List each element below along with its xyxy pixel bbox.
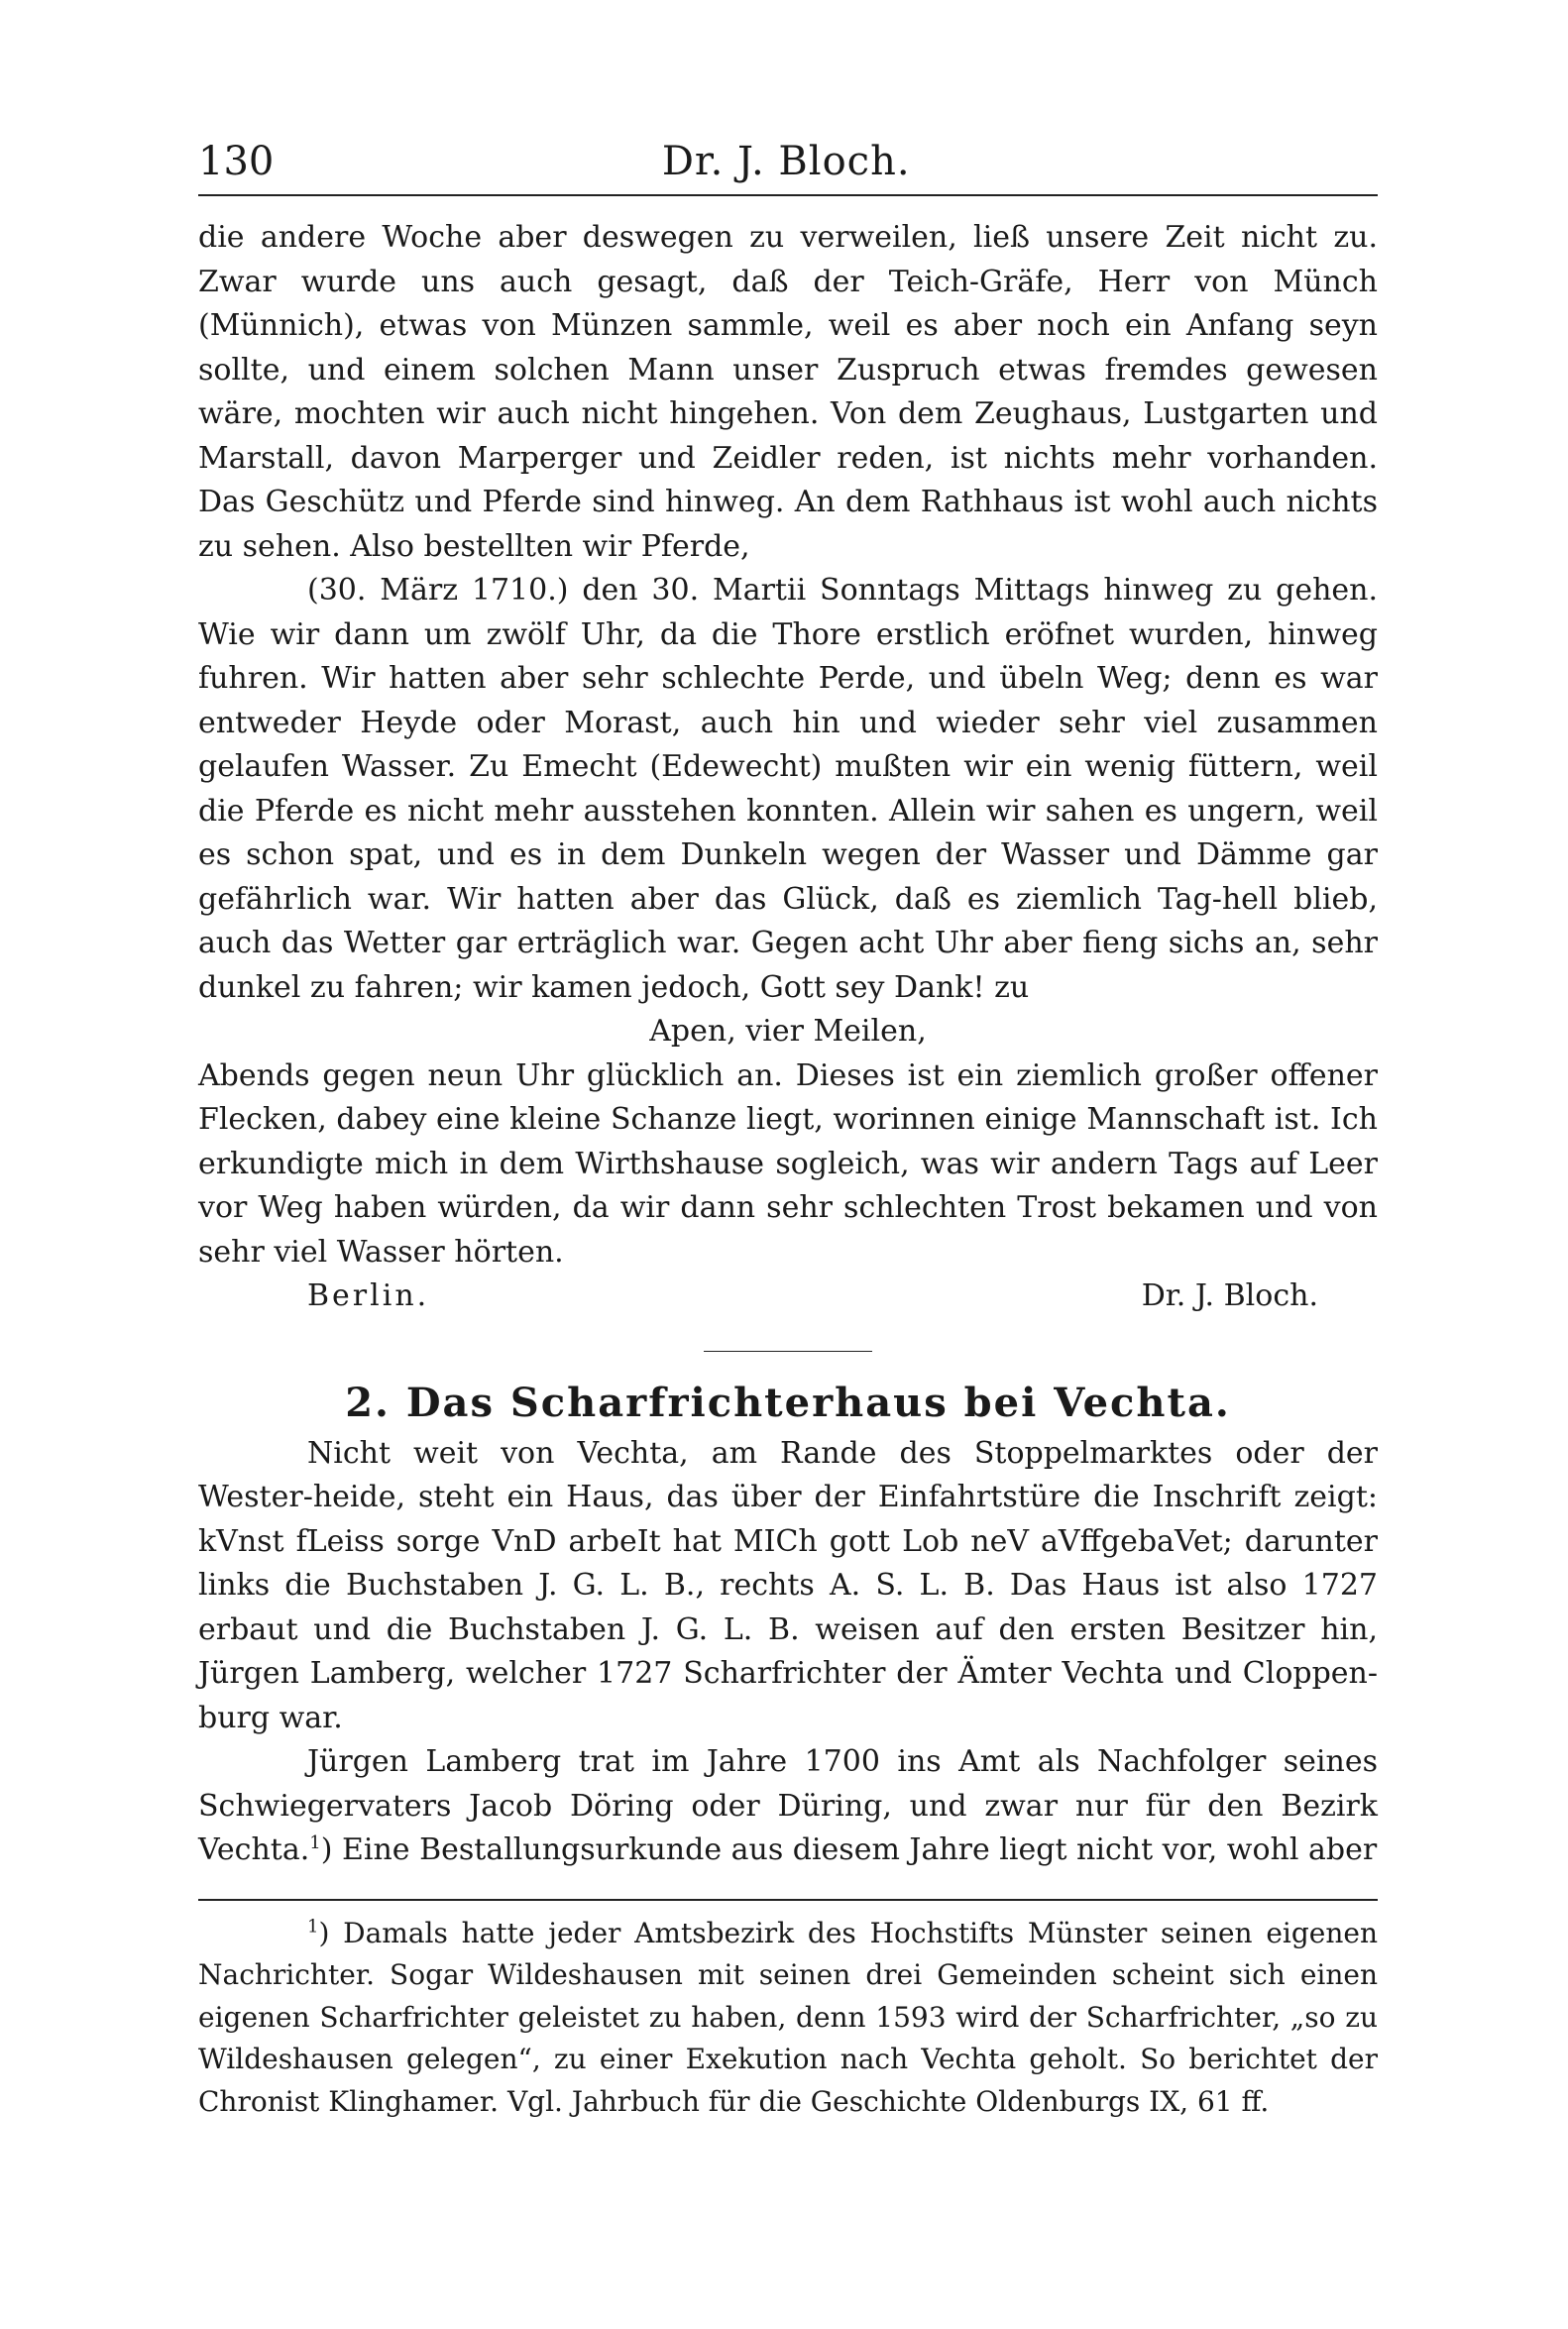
signature-author: Dr. J. Bloch. (1141, 1278, 1318, 1313)
signature-place: Berlin. (307, 1278, 430, 1313)
running-title: Dr. J. Bloch. (661, 139, 911, 184)
section-paragraph-2-cont: ) Eine Bestallungsurkunde aus diesem Jahre liegt nicht vor, wohl aber (320, 1832, 1378, 1867)
section-separator (704, 1351, 872, 1352)
footnote-rule (198, 1899, 1378, 1901)
article-body (198, 216, 1378, 1275)
paragraph-2-text: den 30. Martii Sonntags Mittags hinweg zu gehen. Wie wir dann um zwölf Uhr, da die Thore erstlich eröfnet wurden, hinweg fuhren. Wir hatten aber sehr schlechte Perde, und übeln Weg; denn es war entweder Heyde oder Morast, auch hin und wieder sehr viel zusammen gelaufen Wasser. Zu Emecht (Edewecht) mußten wir ein wenig füttern, weil die Pferde es nicht mehr ausstehen konnten. Allein wir sahen es ungern, weil es schon spat, und es in dem Dunkeln wegen der Wasser und Dämme gar gefährlich war. Wir hatten aber das Glück, daß es ziemlich Tag-hell blieb, auch das Wetter gar erträglich war. Gegen acht Uhr aber fieng sichs an, sehr dunkel zu fahren; wir kamen jedoch, Gott sey Dank! zu (198, 573, 1379, 1005)
footnote (198, 1913, 1378, 2124)
running-header (198, 139, 1378, 196)
page-number: 130 (198, 139, 275, 184)
section-body (198, 1432, 1378, 1873)
footnote-marker: 1 (307, 1916, 319, 1938)
paragraph-2 (198, 569, 1378, 1010)
paragraph-3: Abends gegen neun Uhr glücklich an. Dieses ist ein ziemlich großer offener Flecken, dabey eine kleine Schanze liegt, worinnen einige Mannschaft ist. Ich erkundigte mich in dem Wirthshause sogleich, was wir andern Tags auf Leer vor Weg haben würden, da wir dann sehr schlechten Trost bekamen und von sehr viel Wasser hörten. (198, 1057, 1378, 1270)
footnote-ref: 1 (309, 1832, 321, 1853)
section-heading: 2. Das Scharfrichterhaus bei Vechta. (345, 1379, 1231, 1426)
section-paragraph-2-text: Jürgen Lamberg trat im Jahre 1700 ins Amt als Nachfolger seines Schwiegervaters Jacob Döring oder Düring, und zwar nur für den Bezirk Vechta. (198, 1744, 1378, 1867)
signature-row (198, 1275, 1378, 1319)
date-marginal: (30. März 1710.) (307, 573, 569, 608)
footnote-text: ) Damals hatte jeder Amtsbezirk des Hochstifts Münster seinen eigenen Nachrichter. Sogar Wildeshausen mit seinen drei Gemeinden scheint sich einen eigenen Scharfrichter geleistet zu haben, denn 1593 wird der Scharfrichter, „so zu Wildeshausen gelegen“, zu einer Exekution nach Vechta geholt. So berichtet der Chronist Klinghamer. Vgl. Jahrbuch für die Geschichte Oldenburgs IX, 61 ff. (198, 1916, 1378, 2118)
section-paragraph-1: Nicht weit von Vechta, am Rande des Stoppelmarktes oder der Wester-heide, steht ein Haus, das über der Einfahrtstüre die Inschrift zeigt: kVnst fLeiss sorge VnD arbeIt hat MICh gott Lob neV aVffgebaVet; darunter links die Buchstaben J. G. L. B., rechts A. S. L. B. Das Haus ist also 1727 erbaut und die Buchstaben J. G. L. B. weisen auf den ersten Besitzer hin, Jürgen Lamberg, welcher 1727 Scharfrichter der Ämter Vechta und Cloppen-burg war. (198, 1435, 1378, 1735)
destination-line: Apen, vier Meilen, (649, 1014, 927, 1049)
section-paragraph-2 (198, 1740, 1378, 1873)
paragraph-1: die andere Woche aber deswegen zu verweilen, ließ unsere Zeit nicht zu. Zwar wurde uns auch gesagt, daß der Teich-Gräfe, Herr von Münch (Münnich), etwas von Münzen sammle, weil es aber noch ein Anfang seyn sollte, und einem solchen Mann unser Zuspruch etwas fremdes gewesen wäre, mochten wir auch nicht hingehen. Von dem Zeughaus, Lustgarten und Marstall, davon Marperger und Zeidler reden, ist nichts mehr vorhanden. Das Geschütz und Pferde sind hinweg. An dem Rathhaus ist wohl auch nichts zu sehen. Also bestellten wir Pferde, (198, 220, 1378, 564)
book-page (198, 139, 1378, 2123)
